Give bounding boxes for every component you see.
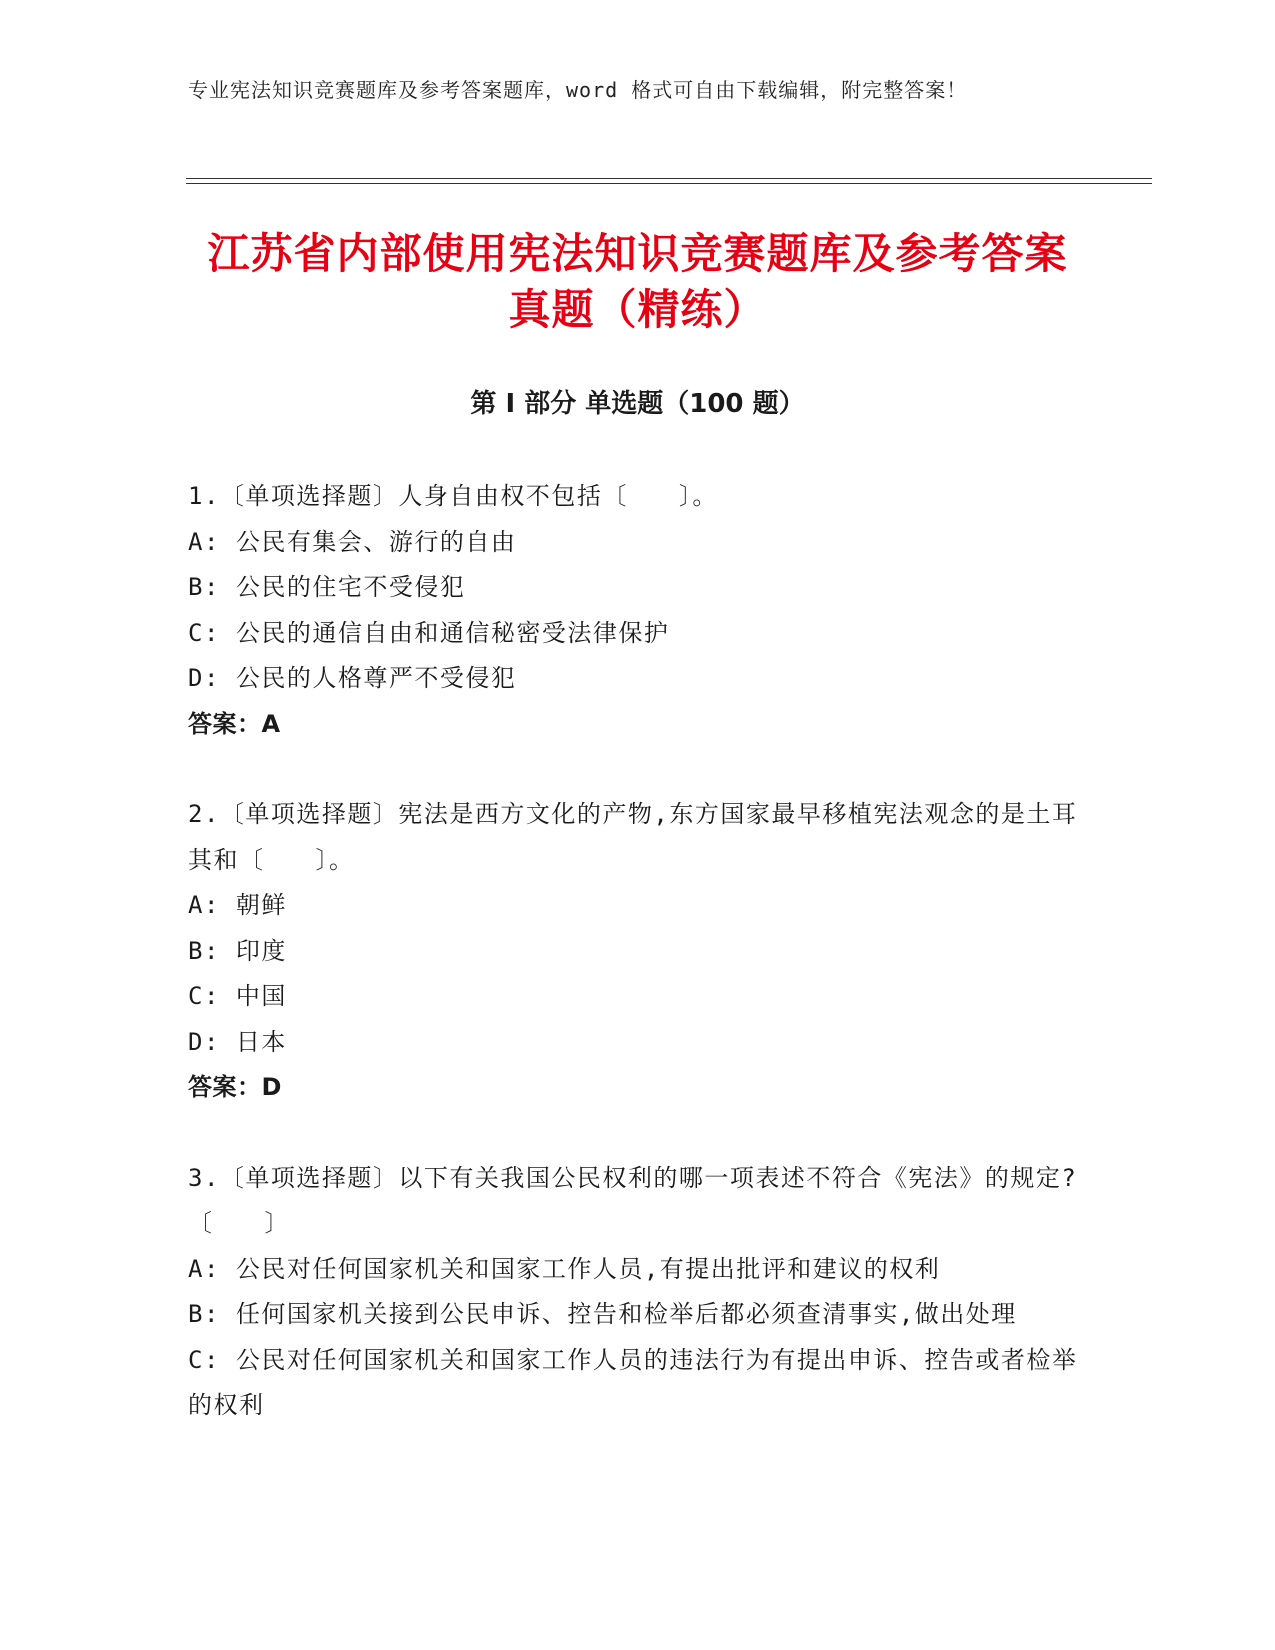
answer: 答案：A (188, 709, 281, 738)
document-title: 江苏省内部使用宪法知识竞赛题库及参考答案真题（精练） (207, 229, 1068, 334)
option-b: B: 印度 (188, 936, 287, 965)
header-divider-bottom (186, 183, 1152, 184)
option-b: B: 任何国家机关接到公民申诉、控告和检举后都必须查清事实,做出处理 (188, 1300, 1017, 1328)
answer: 答案：D (188, 1073, 282, 1101)
option-a: A: 公民对任何国家机关和国家工作人员,有提出批评和建议的权利 (188, 1254, 941, 1283)
option-a: A: 公民有集会、游行的自由 (188, 527, 517, 556)
question-3 (188, 1156, 1078, 1429)
question-stem: 2.〔单项选择题〕宪法是西方文化的产物,东方国家最早移植宪法观念的是土耳其和〔 〕。 (188, 800, 1078, 874)
question-stem: 3.〔单项选择题〕以下有关我国公民权利的哪一项表述不符合《宪法》的规定?〔 〕 (188, 1163, 1078, 1237)
question-list (188, 474, 1078, 1474)
option-d: D: 公民的人格尊严不受侵犯 (188, 664, 517, 692)
header-note: 专业宪法知识竞赛题库及参考答案题库，word 格式可自由下载编辑，附完整答案！ (188, 78, 968, 102)
option-d: D: 日本 (188, 1027, 287, 1056)
option-a: A: 朝鲜 (188, 891, 287, 919)
option-c: C: 公民对任何国家机关和国家工作人员的违法行为有提出申诉、控告或者检举的权利 (188, 1345, 1078, 1419)
question-1 (188, 474, 1078, 747)
option-c: C: 公民的通信自由和通信秘密受法律保护 (188, 618, 670, 647)
option-b: B: 公民的住宅不受侵犯 (188, 573, 466, 601)
question-stem: 1.〔单项选择题〕人身自由权不包括〔 〕。 (188, 482, 718, 510)
question-2 (188, 792, 1078, 1111)
section-title: 第 I 部分 单选题（100 题） (470, 389, 805, 419)
header-divider-top (186, 178, 1152, 179)
option-c: C: 中国 (188, 982, 287, 1010)
